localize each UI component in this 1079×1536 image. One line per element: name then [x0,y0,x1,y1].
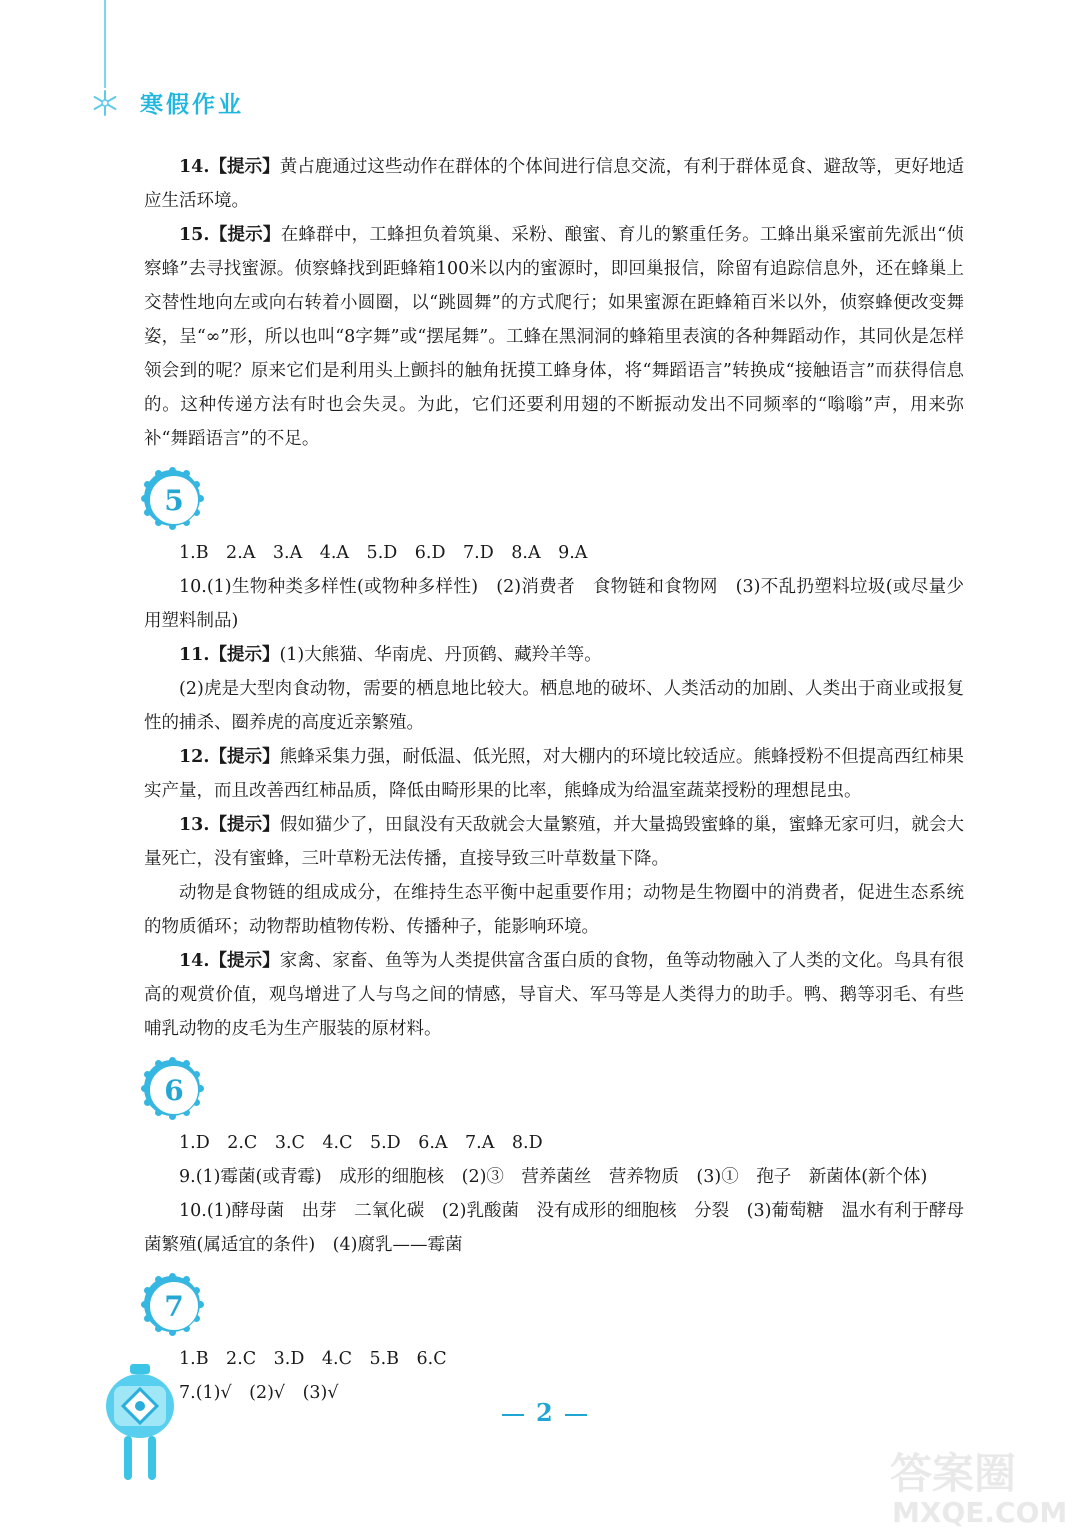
answer-text: 黄占鹿通过这些动作在群体的个体间进行信息交流，有利于群体觅食、避敌等，更好地适应生活环境。 [144,157,964,211]
section-number-badge [144,470,200,526]
answer-paragraph [144,218,964,456]
answer-text: (2)虎是大型肉食动物，需要的栖息地比较大。栖息地的破坏、人类活动的加剧、人类出于商业或报复性的捕杀、圈养虎的高度近亲繁殖。 [144,679,964,733]
answer-text: 10.(1)生物种类多样性(或物种多样性) (2)消费者 食物链和食物网 (3)不乱扔塑料垃圾(或尽量少用塑料制品) [144,577,964,631]
hint-label: 11.【提示】 [179,645,280,665]
answer-text: 熊蜂采集力强，耐低温、低光照，对大棚内的环境比较适应。熊蜂授粉不但提高西红柿果实产量，而且改善西红柿品质，降低由畸形果的比率，熊蜂成为给温室蔬菜授粉的理想昆虫。 [144,747,964,801]
section-number-badge [144,1276,200,1332]
answer-paragraph [144,876,964,944]
section-number: 7 [164,1289,184,1323]
answer-text: (1)大熊猫、华南虎、丹顶鹤、藏羚羊等。 [279,645,602,665]
answer-paragraph [144,944,964,1046]
answer-paragraph [144,570,964,638]
answer-text: 家禽、家畜、鱼等为人类提供富含蛋白质的食物，鱼等动物融入了人类的文化。鸟具有很高的观赏价值，观鸟增进了人与鸟之间的情感，导盲犬、军马等是人类得力的助手。鸭、鹅等羽毛、有些哺乳动物的皮毛为生产服装的原材料。 [144,951,964,1039]
answer-text: 假如猫少了，田鼠没有天敌就会大量繁殖，并大量捣毁蜜蜂的巢，蜜蜂无家可归，就会大量死亡，没有蜜蜂，三叶草粉无法传播，直接导致三叶草数量下降。 [144,815,964,869]
page-number: 2 [490,1398,599,1427]
answer-text: 在蜂群中，工蜂担负着筑巢、采粉、酿蜜、育儿的繁重任务。工蜂出巢采蜜前先派出“侦察蜂”去寻找蜜源。侦察蜂找到距蜂箱100米以内的蜜源时，即回巢报信，除留有追踪信息外，还在蜂巢上交替性地向左或向右转着小圆圈，以“跳圆舞”的方式爬行；如果蜜源在距蜂箱百米以外，侦察蜂便改变舞姿，呈“∞”形，所以也叫“8字舞”或“摆尾舞”。工蜂在黑洞洞的蜂箱里表演的各种舞蹈动作，其同伙是怎样领会到的呢？原来它们是利用头上颤抖的触角抚摸工蜂身体，将“舞蹈语言”转换成“接触语言”而获得信息的。这种传递方法有时也会失灵。为此，它们还要利用翅的不断振动发出不同频率的“嗡嗡”声，用来弥补“舞蹈语言”的不足。 [144,225,964,449]
snowflake-icon [90,88,120,118]
watermark-logo [880,1440,1070,1530]
answer-paragraph [144,808,964,876]
answer-text: 1.D 2.C 3.C 4.C 5.D 6.A 7.A 8.D [179,1133,543,1153]
answer-text: 7.(1)√ (2)√ (3)√ [179,1383,339,1403]
answer-content [144,150,964,1410]
section-number: 6 [164,1073,184,1107]
svg-text:答案圈: 答案圈 [890,1449,1017,1498]
answer-text: 10.(1)酵母菌 出芽 二氧化碳 (2)乳酸菌 没有成形的细胞核 分裂 (3)葡萄糖 温水有利于酵母菌繁殖(属适宜的条件) (4)腐乳——霉菌 [144,1201,964,1255]
answer-paragraph [144,740,964,808]
answer-text: 1.B 2.A 3.A 4.A 5.D 6.D 7.D 8.A 9.A [179,543,588,563]
hint-label: 14.【提示】 [179,951,280,971]
answer-paragraph [144,1342,964,1376]
section-number-badge [144,1060,200,1116]
svg-text:MXQE.COM: MXQE.COM [892,1496,1068,1529]
answer-paragraph [144,536,964,570]
lantern-icon [100,1360,180,1490]
answer-paragraph [144,1194,964,1262]
hint-label: 13.【提示】 [179,815,280,835]
answer-paragraph [144,638,964,672]
answer-text: 动物是食物链的组成成分，在维持生态平衡中起重要作用；动物是生物圈中的消费者，促进生态系统的物质循环；动物帮助植物传粉、传播种子，能影响环境。 [144,883,964,937]
answer-paragraph [144,150,964,218]
answer-text: 1.B 2.C 3.D 4.C 5.B 6.C [179,1349,447,1369]
hint-label: 14.【提示】 [179,157,280,177]
hint-label: 15.【提示】 [179,225,281,245]
answer-text: 9.(1)霉菌(或青霉) 成形的细胞核 (2)③ 营养菌丝 营养物质 (3)① 孢子 新菌体(新个体) [179,1167,928,1187]
header-rule [104,0,106,88]
answer-paragraph [144,1126,964,1160]
answer-paragraph [144,672,964,740]
section-number: 5 [164,483,184,517]
hint-label: 12.【提示】 [179,747,280,767]
answer-paragraph [144,1160,964,1194]
page-header-title: 寒假作业 [140,92,244,118]
